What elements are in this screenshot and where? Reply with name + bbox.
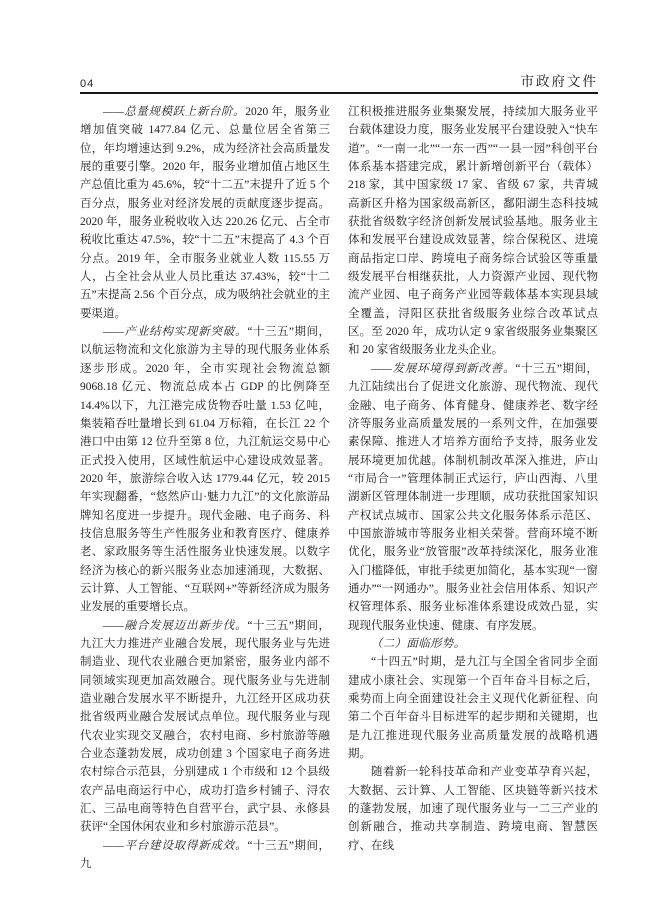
paragraph-lead: ——产业结构实现新突破。 <box>103 326 248 339</box>
paragraph <box>348 653 598 763</box>
paragraph-body: “十三五”期间，九江大力推进产业融合发展，现代服务业与先进制造业、现代农业融合更加紧密，服务业内部不同领域实现更加高效融合。现代服务业与先进制造业融合发展水平不断提升，九江经开区成功获批省级两业融合发展试点单位。现代服务业与现代农业实现交叉融合，农村电商、乡村旅游等融合业态蓬勃发展，成功创建 3 个国家电子商务进农村综合示范县，分别建成 1 个市级和 12 个县级农产品电商运行中心，成功打造乡村铺子、浔农汇、三品电商等特色自营平台，武宁县、永修县获评“全国休闲农业和乡村旅游示范县”。 <box>80 619 330 834</box>
paragraph <box>80 617 330 837</box>
paragraph-body: “十四五”时期，是九江与全国全省同步全面建成小康社会、实现第一个百年奋斗目标之后，乘势而上向全面建设社会主义现代化新征程、向第二个百年奋斗目标进军的起步期和关键期，也是九江推进现代服务业高质量发展的战略机遇期。 <box>348 656 598 761</box>
document-category-label: 市政府文件 <box>520 74 598 89</box>
paragraph-body: “十三五”期间，九 <box>80 839 330 871</box>
paragraph-lead: ——总量规模跃上新台阶。 <box>103 106 246 118</box>
paragraph-body: “十三五”期间，九江陆续出台了促进文化旅游、现代物流、现代金融、电子商务、体育健身、健康养老、数字经济等服务业高质量发展的一系列文件，在加强要素保障、推进人才培养方面给予支持，服务业发展环境更加优越。体制机制改革深入推进，庐山“市局合一”管理体制正式运行，庐山西海、八里湖新区管理体制进一步理顺，成功获批国家知识产权试点城市、国家公共文化服务体系示范区、中国旅游城市等服务业相关荣誉。营商环境不断优化，服务业“放管服”改革持续深化，服务业准入门槛降低，审批手续更加简化，基本实现“一窗通办”“一网通办”。服务业社会信用体系、知识产权管理体系、服务业标准体系建设成效凸显，实现现代服务业快速、健康、有序发展。 <box>348 362 598 632</box>
page-number: 04 <box>80 78 95 90</box>
right-column <box>348 103 598 873</box>
page-header <box>80 70 598 90</box>
text-columns <box>80 103 598 873</box>
paragraph-lead: ——发展环境得到新改善。 <box>371 362 516 375</box>
paragraph-body: “十三五”期间，以航运物流和文化旅游为主导的现代服务业体系逐步形成。2020 年，全市实现社会物流总额 9068.18 亿元、物流总成本占 GDP 的比例降至 14.4%以下，九江港完成货物吞吐量 1.53 亿吨，集装箱吞吐量增长到 61.04 万标箱，在长江 22 个港口中由第 12 位升至第 8 位，九江航运交易中心正式投入使用，区域性航运中心建设成效显著。2020 年，旅游综合收入达 1779.44 亿元，较 2015 年实现翻番，“悠然庐山·魅力九江”的文化旅游品牌知名度进一步提升。现代金融、电子商务、科技信息服务等生产性服务业和教育医疗、健康养老、家政服务等生活性服务业快速发展。以数字经济为核心的新兴服务业态加速涌现，大数据、云计算、人工智能、“互联网+”等新经济成为服务业发展的重要增长点。 <box>80 326 330 614</box>
paragraph-body: 江积极推进服务业集聚发展，持续加大服务业平台载体建设力度，服务业发展平台建设驶入“快车道”。“一南一北”“一东一西”“一县一园”科创平台体系基本搭建完成，累计新增创新平台（载体）218 家，其中国家级 17 家、省级 67 家，共青城高新区升格为国家级高新区，鄱阳湖生态科技城获批省级数字经济创新发展试验基地。服务业主体和发展平台建设成效显著，综合保税区、进境商品指定口岸、跨境电子商务综合试验区等重量级发展平台相继获批，人力资源产业园、现代物流产业园、电子商务产业园等载体基本实现县域全覆盖，浔阳区获批省级服务业综合改革试点区。至 2020 年，成功认定 9 家省级服务业集聚区和 20 家省级服务业龙头企业。 <box>348 106 598 357</box>
paragraph <box>80 837 330 874</box>
paragraph-continuation <box>348 103 598 360</box>
paragraph-lead: ——平台建设取得新成效。 <box>103 839 248 852</box>
left-column <box>80 103 330 873</box>
paragraph <box>348 360 598 635</box>
paragraph-body: 2020 年，服务业增加值突破 1477.84 亿元、总量位居全省第三位，年均增速达到 9.2%，成为经济社会高质量发展的重要引擎。2020 年，服务业增加值占地区生产总值比重为 45.6%，较“十二五”末提升了近 5 个百分点，服务业对经济发展的贡献度逐步提高。2020 年，服务业税收收入达 220.26 亿元、占全市税收比重达 47.5%，较“十二五”末提高了 4.3 个百分点。2019 年，全市服务业就业人数 115.55 万人，占全社会从业人员比重达 37.43%，较“十二五”末提高 2.56 个百分点，成为吸纳社会就业的主要渠道。 <box>80 106 330 320</box>
paragraph <box>348 763 598 855</box>
paragraph <box>80 323 330 617</box>
paragraph-section-heading <box>348 635 598 653</box>
paragraph-lead: ——融合发展迈出新步伐。 <box>103 619 248 632</box>
paragraph-body: 随着新一轮科技革命和产业变革孕育兴起，大数据、云计算、人工智能、区块链等新兴技术的蓬勃发展，加速了现代服务业与一二三产业的创新融合，推动共享制造、跨境电商、智慧医疗、在线 <box>348 766 598 852</box>
header-rule <box>80 92 598 94</box>
paragraph <box>80 103 330 323</box>
paragraph-lead: （二）面临形势。 <box>371 637 466 650</box>
